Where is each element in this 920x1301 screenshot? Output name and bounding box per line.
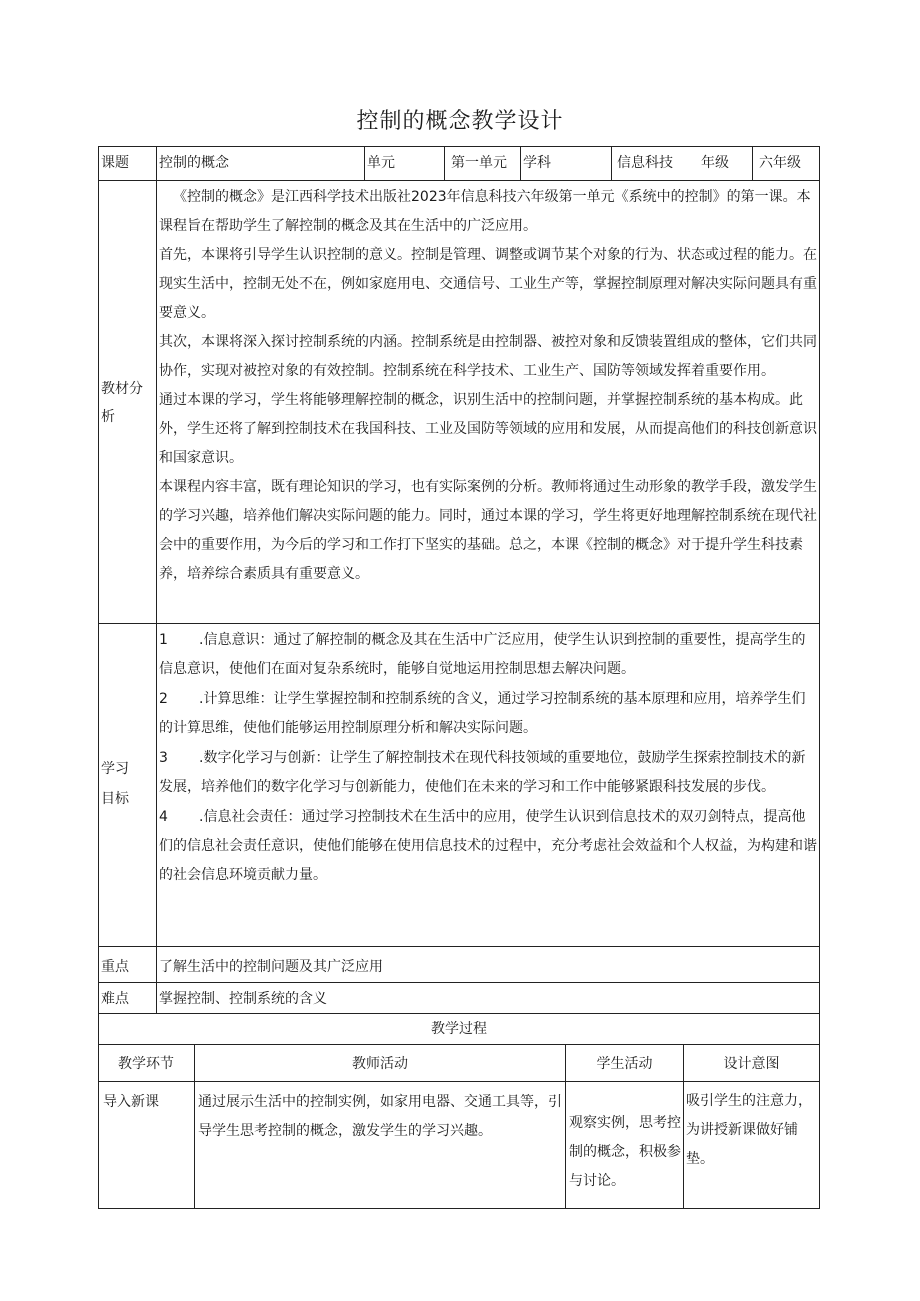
unit-value: 第一单元	[451, 155, 507, 171]
subject-value: 信息科技	[617, 155, 673, 171]
analysis-paragraph: 其次，本课将深入探讨控制系统的内涵。控制系统是由控制器、被控对象和反馈装置组成的整体，它们共同协作，实现对被控对象的有效控制。控制系统在科学技术、工业生产、国防等领域发挥着重要作用。	[159, 334, 817, 379]
goal-text: .信息社会责任：通过学习控制技术在生活中的应用，使学生认识到信息技术的双刃剑特点，提高他们的信息社会责任意识，使他们能够在使用信息技术的过程中，充分考虑社会效益和个人权益，为构建和谐的社会信息环境贡献力量。	[159, 809, 817, 883]
goal-item	[159, 626, 818, 684]
analysis-paragraph: 通过本课的学习，学生将能够理解控制的概念，识别生活中的控制问题，并掌握控制系统的基本构成。此外，学生还将了解到控制技术在我国科技、工业及国防等领域的应用和发展，从而提高他们的科技创新意识和国家意识。	[159, 392, 817, 466]
process-header-intent: 设计意图	[723, 1056, 780, 1072]
analysis-label-2: 析	[101, 409, 115, 425]
unit-label: 单元	[367, 155, 395, 171]
process-stage: 导入新课	[103, 1094, 159, 1110]
goals-content	[159, 626, 818, 890]
process-teacher-activity: 通过展示生活中的控制实例，如家用电器、交通工具等，引导学生思考控制的概念，激发学生的学习兴趣。	[198, 1094, 562, 1139]
analysis-paragraph: 本课程内容丰富，既有理论知识的学习，也有实际案例的分析。教师将通过生动形象的教学手段，激发学生的学习兴趣，培养他们解决实际问题的能力。同时，通过本课的学习，学生将更好地理解控制系统在现代社会中的重要作用，为今后的学习和工作打下坚实的基础。总之，本课《控制的概念》对于提升学生科技素养，培养综合素质具有重要意义。	[159, 479, 817, 582]
key-point-value: 了解生活中的控制问题及其广泛应用	[159, 959, 383, 975]
goal-text: .数字化学习与创新：让学生了解控制技术在现代科技领域的重要地位，鼓励学生探索控制技术的新发展，培养他们的数字化学习与创新能力，使他们在未来的学习和工作中能够紧跟科技发展的步伐。	[159, 750, 806, 795]
analysis-paragraph: 首先，本课将引导学生认识控制的意义。控制是管理、调整或调节某个对象的行为、状态或过程的能力。在现实生活中，控制无处不在，例如家庭用电、交通信号、工业生产等，掌握控制原理对解决实际问题具有重要意义。	[159, 247, 817, 321]
goal-item	[159, 685, 818, 743]
process-header-student: 学生活动	[596, 1056, 653, 1072]
difficulty-label: 难点	[101, 991, 129, 1007]
subject-label: 学科	[523, 155, 551, 171]
course-value: 控制的概念	[159, 155, 229, 171]
goal-number: 3	[159, 750, 168, 766]
course-label: 课题	[101, 155, 129, 171]
grade-label: 年级	[701, 155, 729, 171]
process-header-stage: 教学环节	[118, 1056, 174, 1072]
page-title: 控制的概念教学设计	[356, 109, 564, 134]
goal-item	[159, 744, 818, 802]
process-student-activity: 观察实例，思考控制的概念，积极参与讨论。	[569, 1115, 681, 1189]
grade-value: 六年级	[759, 155, 801, 171]
analysis-label-1: 教材分	[101, 381, 143, 397]
analysis-paragraph: 《控制的概念》是江西科学技术出版社2023年信息科技六年级第一单元《系统中的控制》的第一课。本课程旨在帮助学生了解控制的概念及其在生活中的广泛应用。	[159, 189, 811, 234]
goals-label-2: 目标	[101, 791, 129, 807]
goals-label-1: 学习	[101, 761, 129, 777]
analysis-content	[159, 183, 818, 589]
process-title: 教学过程	[431, 1021, 487, 1037]
goal-number: 2	[159, 691, 168, 707]
goal-text: .计算思维：让学生掌握控制和控制系统的含义，通过学习控制系统的基本原理和应用，培养学生们的计算思维，使他们能够运用控制原理分析和解决实际问题。	[159, 691, 806, 736]
key-point-label: 重点	[101, 959, 129, 975]
goal-item	[159, 803, 818, 890]
process-design-intent: 吸引学生的注意力，为讲授新课做好铺垫。	[686, 1093, 812, 1167]
goal-number: 1	[159, 632, 168, 648]
goal-number: 4	[159, 809, 168, 825]
goal-text: .信息意识：通过了解控制的概念及其在生活中广泛应用，使学生认识到控制的重要性，提高学生的信息意识，使他们在面对复杂系统时，能够自觉地运用控制思想去解决问题。	[159, 632, 806, 677]
process-header-teacher: 教师活动	[352, 1056, 408, 1072]
difficulty-value: 掌握控制、控制系统的含义	[159, 991, 327, 1007]
